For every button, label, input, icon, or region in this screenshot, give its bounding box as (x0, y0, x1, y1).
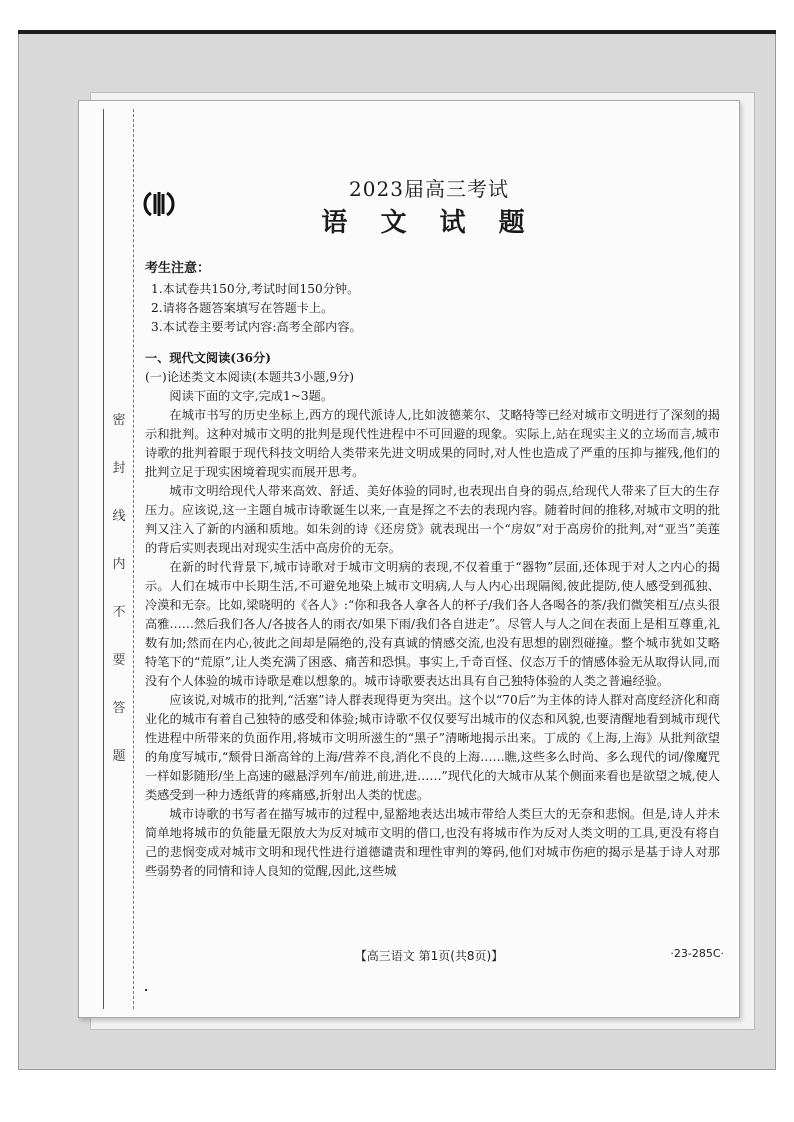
passage-paragraph: 在新的时代背景下,城市诗歌对于城市文明病的表现,不仅着重于“器物”层面,还体现于对人之内心的揭示。人们在城市中长期生活,不可避免地染上城市文明病,人与人内心出现隔阂,彼此提防,使人感受到孤独、冷漠和无奈。比如,梁晓明的《各人》:“你和我各人拿各人的杯子/我们各人各喝各的茶/我们微笑相互/点头很高雅……然后我们各人/各披各人的雨衣/如果下雨/我们各自进走”。尽管人与人之间在表面上是相互尊重,礼数有加;然而在内心,彼此之间却是隔绝的,没有真诚的情感交流,也没有思想的剧烈碰撞。整个城市犹如艾略特笔下的“荒原”,让人类充满了困惑、痛苦和恐惧。事实上,千奇百怪、仪态万千的情感体验无从取得认同,而没有个人体验的城市诗歌是难以想象的。城市诗歌要表达出具有自己独特体验的人类之普遍经验。 (145, 560, 720, 688)
seal-char: 题 (112, 749, 126, 764)
reading-instruction: 阅读下面的文字,完成1~3题。 (169, 389, 334, 403)
seal-char: 封 (112, 461, 126, 476)
exam-logo-icon (141, 186, 177, 222)
exam-code: ·23-285C· (670, 947, 724, 960)
seal-char: 不 (112, 605, 126, 620)
exam-subject: 语 文 试 题 (321, 208, 537, 238)
scan-speck (145, 989, 147, 991)
notice-title: 考生注意： (145, 261, 211, 276)
seal-char: 密 (112, 413, 126, 428)
exam-title: 2023届高三考试 (349, 177, 509, 201)
exam-page (78, 100, 740, 1018)
seal-char: 答 (112, 701, 126, 716)
notice-item: 2.请将各题答案填写在答题卡上。 (151, 301, 334, 315)
section-heading: 一、现代文阅读(36分) (145, 351, 271, 365)
binding-strip (89, 109, 134, 1009)
exam-content (145, 259, 720, 881)
seal-char: 内 (112, 557, 126, 572)
seal-char: 要 (112, 653, 126, 668)
subsection-heading: (一)论述类文本阅读(本题共3小题,9分) (145, 370, 355, 384)
binding-line (103, 109, 104, 1009)
passage-paragraph: 应该说,对城市的批判,“活塞”诗人群表现得更为突出。这个以“70后”为主体的诗人群对高度经济化和商业化的城市有着自己独特的感受和体验;城市诗歌不仅仅要写出城市的仪态和风貌,也要清醒地看到城市现代性进程中所带来的负面作用,将城市文明所滋生的“黑子”清晰地揭示出来。丁成的《上海,上海》从批判欲望的角度写城市,“颓骨日渐高耸的上海/营养不良,消化不良的上海……瞧,这些多么时尚、多么现代的词/像魔咒一样如影随形/坐上高速的磁悬浮列车/前进,前进,进……”现代化的大城市从某个侧面来看也是欲望之城,使人类感受到一种力透纸背的疼痛感,折射出人类的忧虑。 (145, 693, 720, 802)
notice-item: 3.本试卷主要考试内容:高考全部内容。 (151, 320, 362, 334)
seal-warning (109, 414, 129, 798)
passage-paragraph: 在城市书写的历史坐标上,西方的现代派诗人,比如波德莱尔、艾略特等已经对城市文明进行了深刻的揭示和批判。这种对城市文明的批判是现代性进程中不可回避的现象。实际上,站在现实主义的立场而言,城市诗歌的批判着眼于现代科技文明给人类带来先进文明成果的同时,对人性也造成了严重的压抑与摧残,他们的批判立足于现实困境着现实而展开思考。 (145, 408, 720, 479)
passage-paragraph: 城市文明给现代人带来高效、舒适、美好体验的同时,也表现出自身的弱点,给现代人带来了巨大的生存压力。应该说,这一主题自城市诗歌诞生以来,一直是挥之不去的表现内容。随着时间的推移,对城市文明的批判又注入了新的内涵和质地。如朱剑的诗《还房贷》就表现出一个“房奴”对于高房价的批判,对“亚当”美莲的背后实则表现出对现实生活中高房价的无奈。 (145, 484, 720, 555)
seal-char: 线 (112, 509, 126, 524)
scan-top-edge (18, 30, 776, 34)
passage-paragraph: 城市诗歌的书写者在描写城市的过程中,显豁地表达出城市带给人类巨大的无奈和悲悯。但是,诗人并未简单地将城市的负能量无限放大为反对城市文明的借口,也没有将城市作为反对人类文明的工具,更没有将自己的悲悯变成对城市文明和现代性进行道德谴责和理性审判的筹码,他们对城市伤疤的揭示是基于诗人对那些弱势者的同情和诗人良知的觉醒,因此,这些城 (145, 807, 720, 878)
notice-item: 1.本试卷共150分,考试时间150分钟。 (151, 282, 360, 296)
page-footer: 【高三语文 第1页(共8页)】 (354, 949, 504, 963)
